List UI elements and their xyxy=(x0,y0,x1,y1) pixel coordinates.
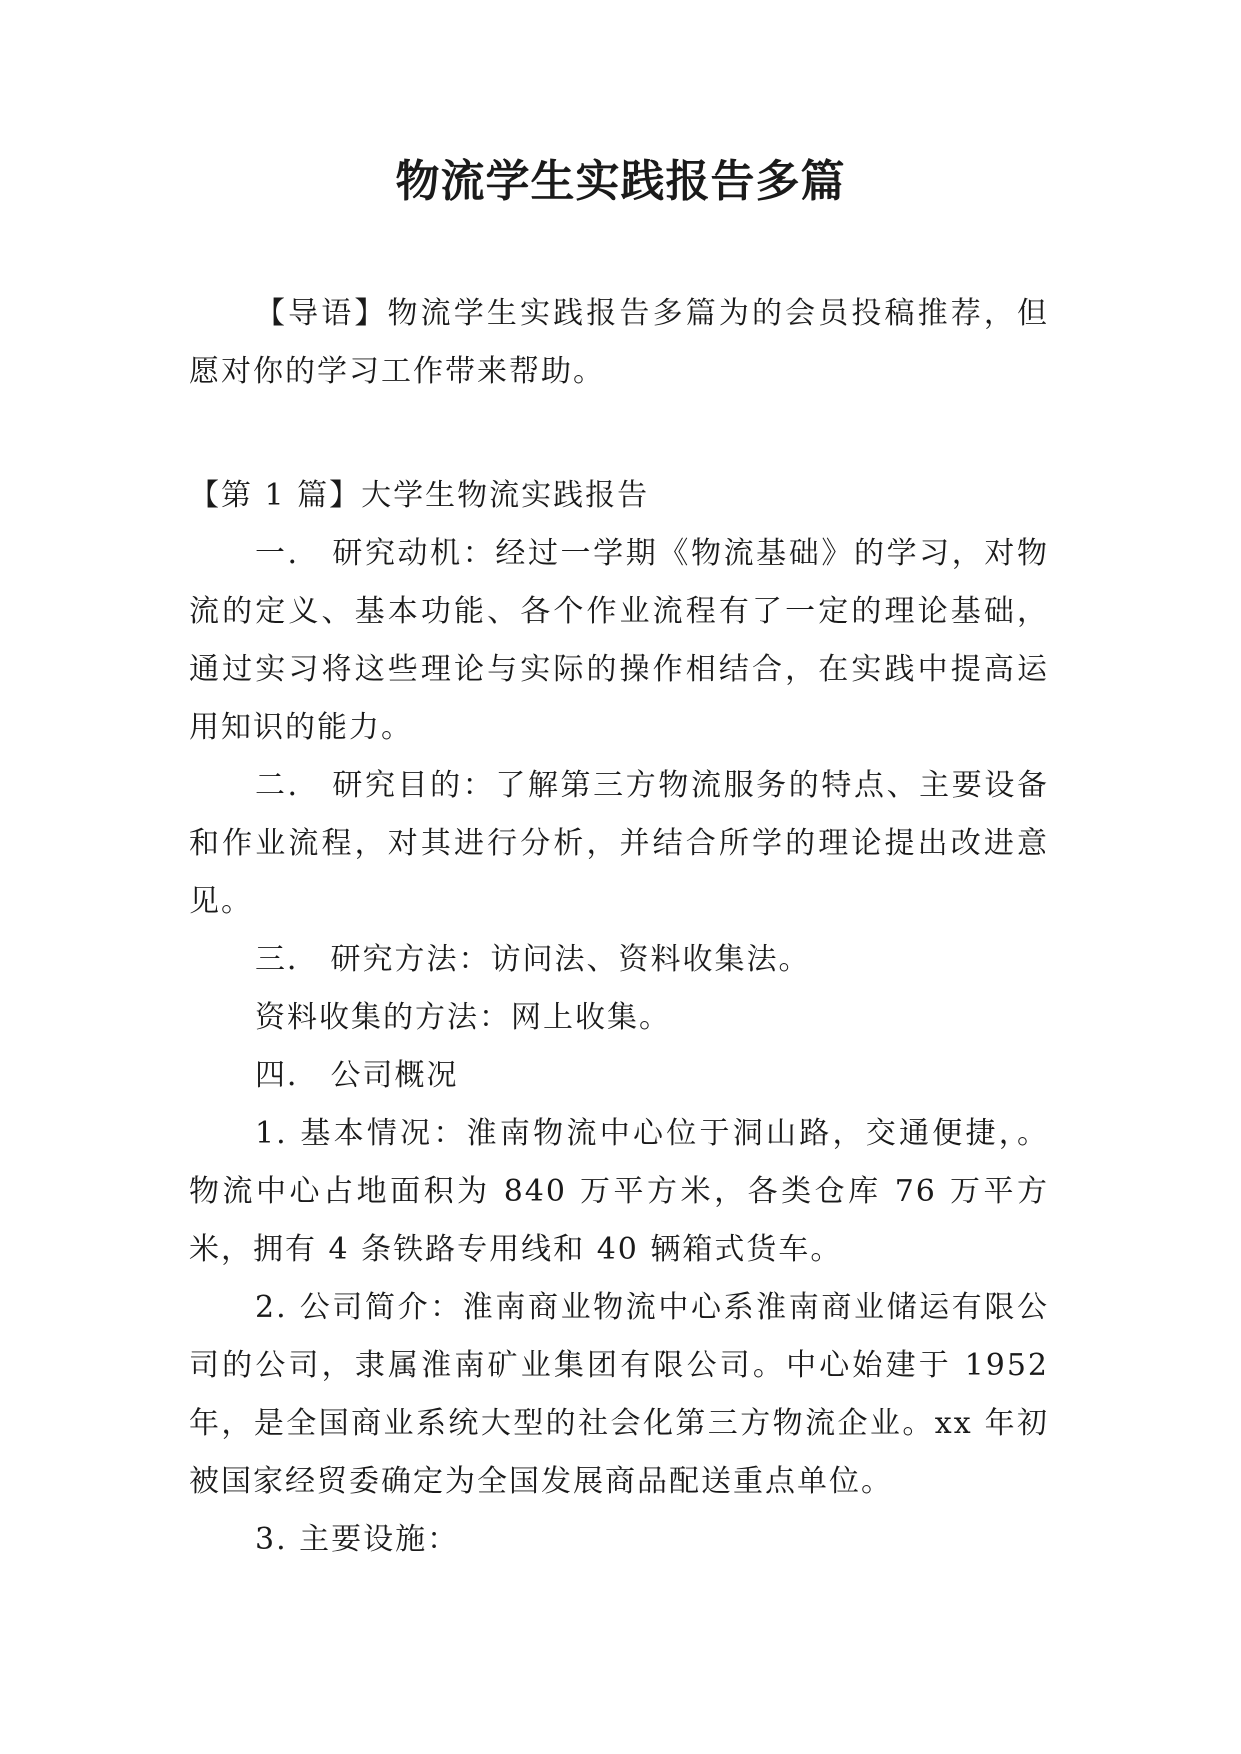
paragraph-research-method: 三． 研究方法：访问法、资料收集法。 xyxy=(255,942,811,977)
paragraph-company-profile: 2. 公司简介：淮南商业物流中心系淮南商业储运有限公司的公司，隶属淮南矿业集团有限公司。中心始建于 1952 年，是全国商业系统大型的社会化第三方物流企业。xx 年初被国家经贸委确定为全国发展商品配送重点单位。 xyxy=(189,1290,1049,1499)
document-title: 物流学生实践报告多篇 xyxy=(395,156,846,207)
intro-paragraph: 【导语】物流学生实践报告多篇为的会员投稿推荐，但愿对你的学习工作带来帮助。 xyxy=(189,296,1049,389)
paragraph-basic-info: 1. 基本情况：淮南物流中心位于洞山路，交通便捷，。物流中心占地面积为 840 万平方米，各类仓库 76 万平方米，拥有 4 条铁路专用线和 40 辆箱式货车。 xyxy=(189,1116,1049,1267)
section-one xyxy=(189,467,1049,1569)
paragraph-research-purpose: 二． 研究目的：了解第三方物流服务的特点、主要设备和作业流程，对其进行分析，并结合所学的理论提出改进意见。 xyxy=(189,768,1049,919)
paragraph-data-collection: 资料收集的方法：网上收集。 xyxy=(255,1000,671,1035)
section-heading: 【第 1 篇】大学生物流实践报告 xyxy=(189,478,650,513)
paragraph-company-overview: 四． 公司概况 xyxy=(255,1058,459,1093)
paragraph-main-facilities: 3. 主要设施： xyxy=(255,1522,460,1557)
paragraph-research-motivation: 一． 研究动机：经过一学期《物流基础》的学习，对物流的定义、基本功能、各个作业流程有了一定的理论基础，通过实习将这些理论与实际的操作相结合，在实践中提高运用知识的能力。 xyxy=(189,536,1049,745)
